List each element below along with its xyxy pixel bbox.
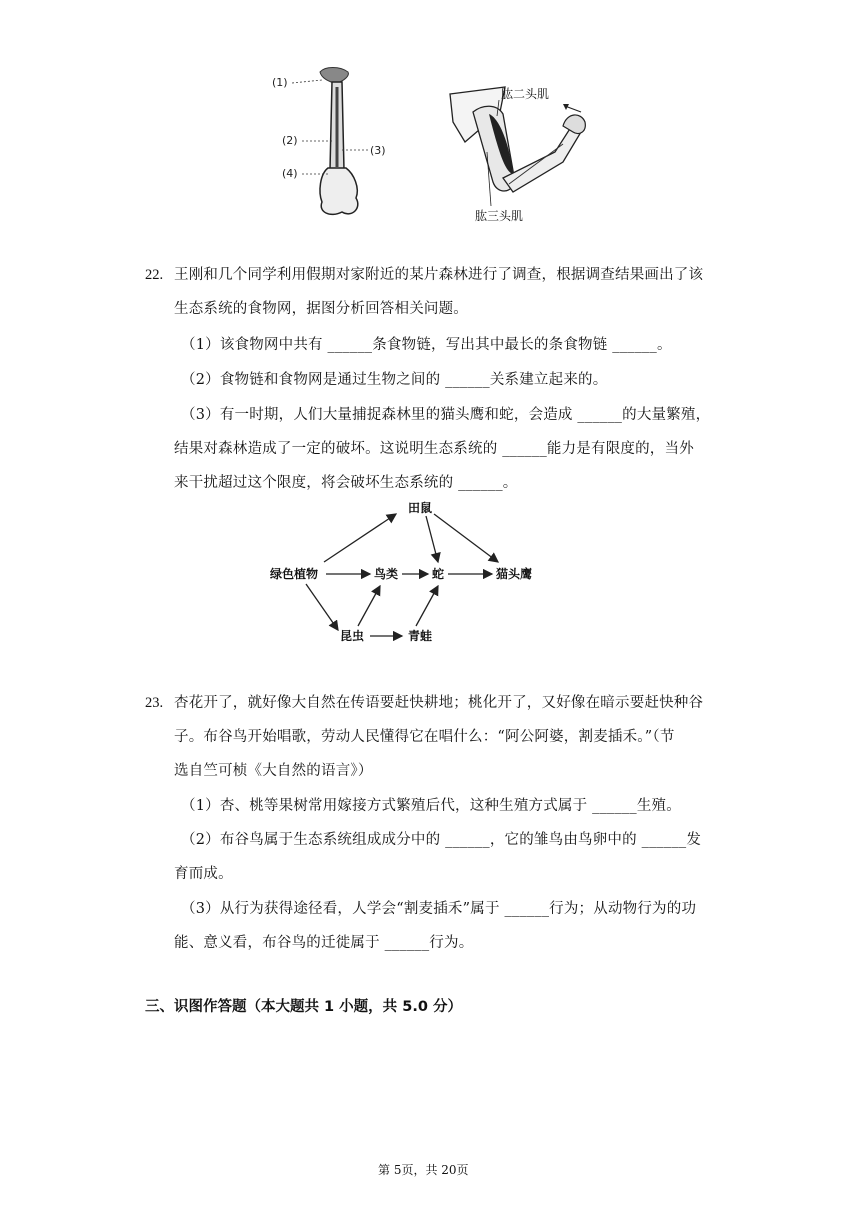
q23-sub3-line1: （3）从行为获得途径看，人学会“割麦插禾”属于 ______行为；从动物行为的功 — [181, 901, 697, 917]
q23-sub1: （1）杏、桃等果树常用嫁接方式繁殖后代，这种生殖方式属于 ______生殖。 — [181, 798, 681, 814]
node-plants: 绿色植物 — [270, 567, 319, 581]
q23-sub2-line1: （2）布谷鸟属于生态系统组成成分中的 ______，它的雏鸟由鸟卵中的 ______发 — [181, 832, 702, 848]
q23-number: 23. — [145, 695, 164, 711]
biceps-label: 肱二头肌 — [501, 87, 550, 101]
node-bird: 鸟类 — [374, 567, 399, 581]
bone-figure — [270, 62, 410, 224]
bone-label-1: (1) — [272, 76, 288, 89]
arm-muscle-figure — [445, 82, 595, 227]
q22-stem-line1: 王刚和几个同学利用假期对家附近的某片森林进行了调查，根据调查结果画出了该 — [174, 267, 704, 283]
section-3-title: 三、识图作答题（本大题共 1 小题，共 5.0 分） — [145, 999, 462, 1015]
node-frog: 青蛙 — [408, 629, 433, 643]
triceps-label: 肱三头肌 — [475, 209, 524, 223]
bone-label-4: (4) — [282, 167, 298, 180]
q23-sub3-line2: 能、意义看，布谷鸟的迁徙属于 ______行为。 — [174, 935, 474, 951]
q22-sub2: （2）食物链和食物网是通过生物之间的 ______关系建立起来的。 — [181, 372, 608, 388]
node-owl: 猫头鹰 — [496, 567, 533, 581]
node-insect: 昆虫 — [340, 629, 365, 643]
q23-stem-line1: 杏花开了，就好像大自然在传语要赶快耕地；桃化开了，又好像在暗示要赶快种谷 — [174, 695, 704, 711]
node-mouse: 田鼠 — [408, 501, 433, 515]
q22-sub3-line2: 结果对森林造成了一定的破坏。这说明生态系统的 ______能力是有限度的，当外 — [174, 441, 694, 457]
q22-sub3-line1: （3）有一时期，人们大量捕捉森林里的猫头鹰和蛇，会造成 ______的大量繁殖， — [181, 407, 711, 423]
q22-sub3-line3: 来干扰超过这个限度，将会破坏生态系统的 ______。 — [174, 475, 518, 491]
q23-stem-line2: 子。布谷鸟开始唱歌，劳动人民懂得它在唱什么：“阿公阿婆，割麦插禾。”（节 — [174, 729, 675, 745]
node-snake: 蛇 — [432, 567, 445, 581]
q22-stem-line2: 生态系统的食物网，据图分析回答相关问题。 — [174, 301, 468, 317]
q22-number: 22. — [145, 267, 164, 283]
bone-label-3: (3) — [370, 144, 386, 157]
q22-sub1: （1）该食物网中共有 ______条食物链，写出其中最长的条食物链 ______。 — [181, 337, 672, 353]
food-web-diagram — [262, 494, 562, 654]
q23-sub2-line2: 育而成。 — [174, 866, 233, 882]
q23-stem-line3: 选自竺可桢《大自然的语言》） — [174, 763, 373, 779]
page-footer: 第 5页，共 20页 — [378, 1163, 469, 1177]
bone-label-2: (2) — [282, 134, 298, 147]
